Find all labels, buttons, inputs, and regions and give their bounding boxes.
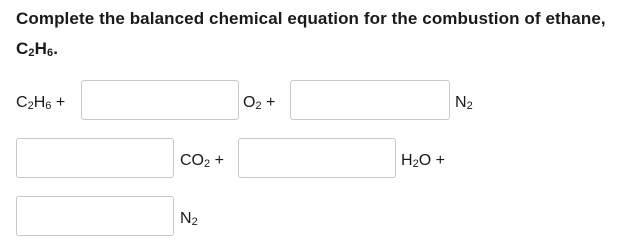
label-n2-top: $N_2$ <box>455 94 473 112</box>
label-co2: $CO_2$ + <box>180 152 224 170</box>
coefficient-input-o2[interactable] <box>290 80 450 120</box>
question-formula: $C_2H_6$. <box>16 39 59 59</box>
label-o2: $O_2$ + <box>243 94 276 112</box>
question-text: Complete the balanced chemical equation for the combustion of ethane, <box>16 9 606 28</box>
question-prompt <box>16 4 616 64</box>
coefficient-input-co2[interactable] <box>238 138 396 178</box>
coefficient-input-n2-reactant[interactable] <box>16 138 174 178</box>
coefficient-input-c2h6[interactable] <box>81 80 239 120</box>
label-h2o: $H_2O$ + <box>401 152 445 170</box>
label-n2-bottom: $N_2$ <box>180 210 198 228</box>
coefficient-input-h2o[interactable] <box>16 196 174 236</box>
label-c2h6: $C_2H_6$ + <box>16 94 66 112</box>
